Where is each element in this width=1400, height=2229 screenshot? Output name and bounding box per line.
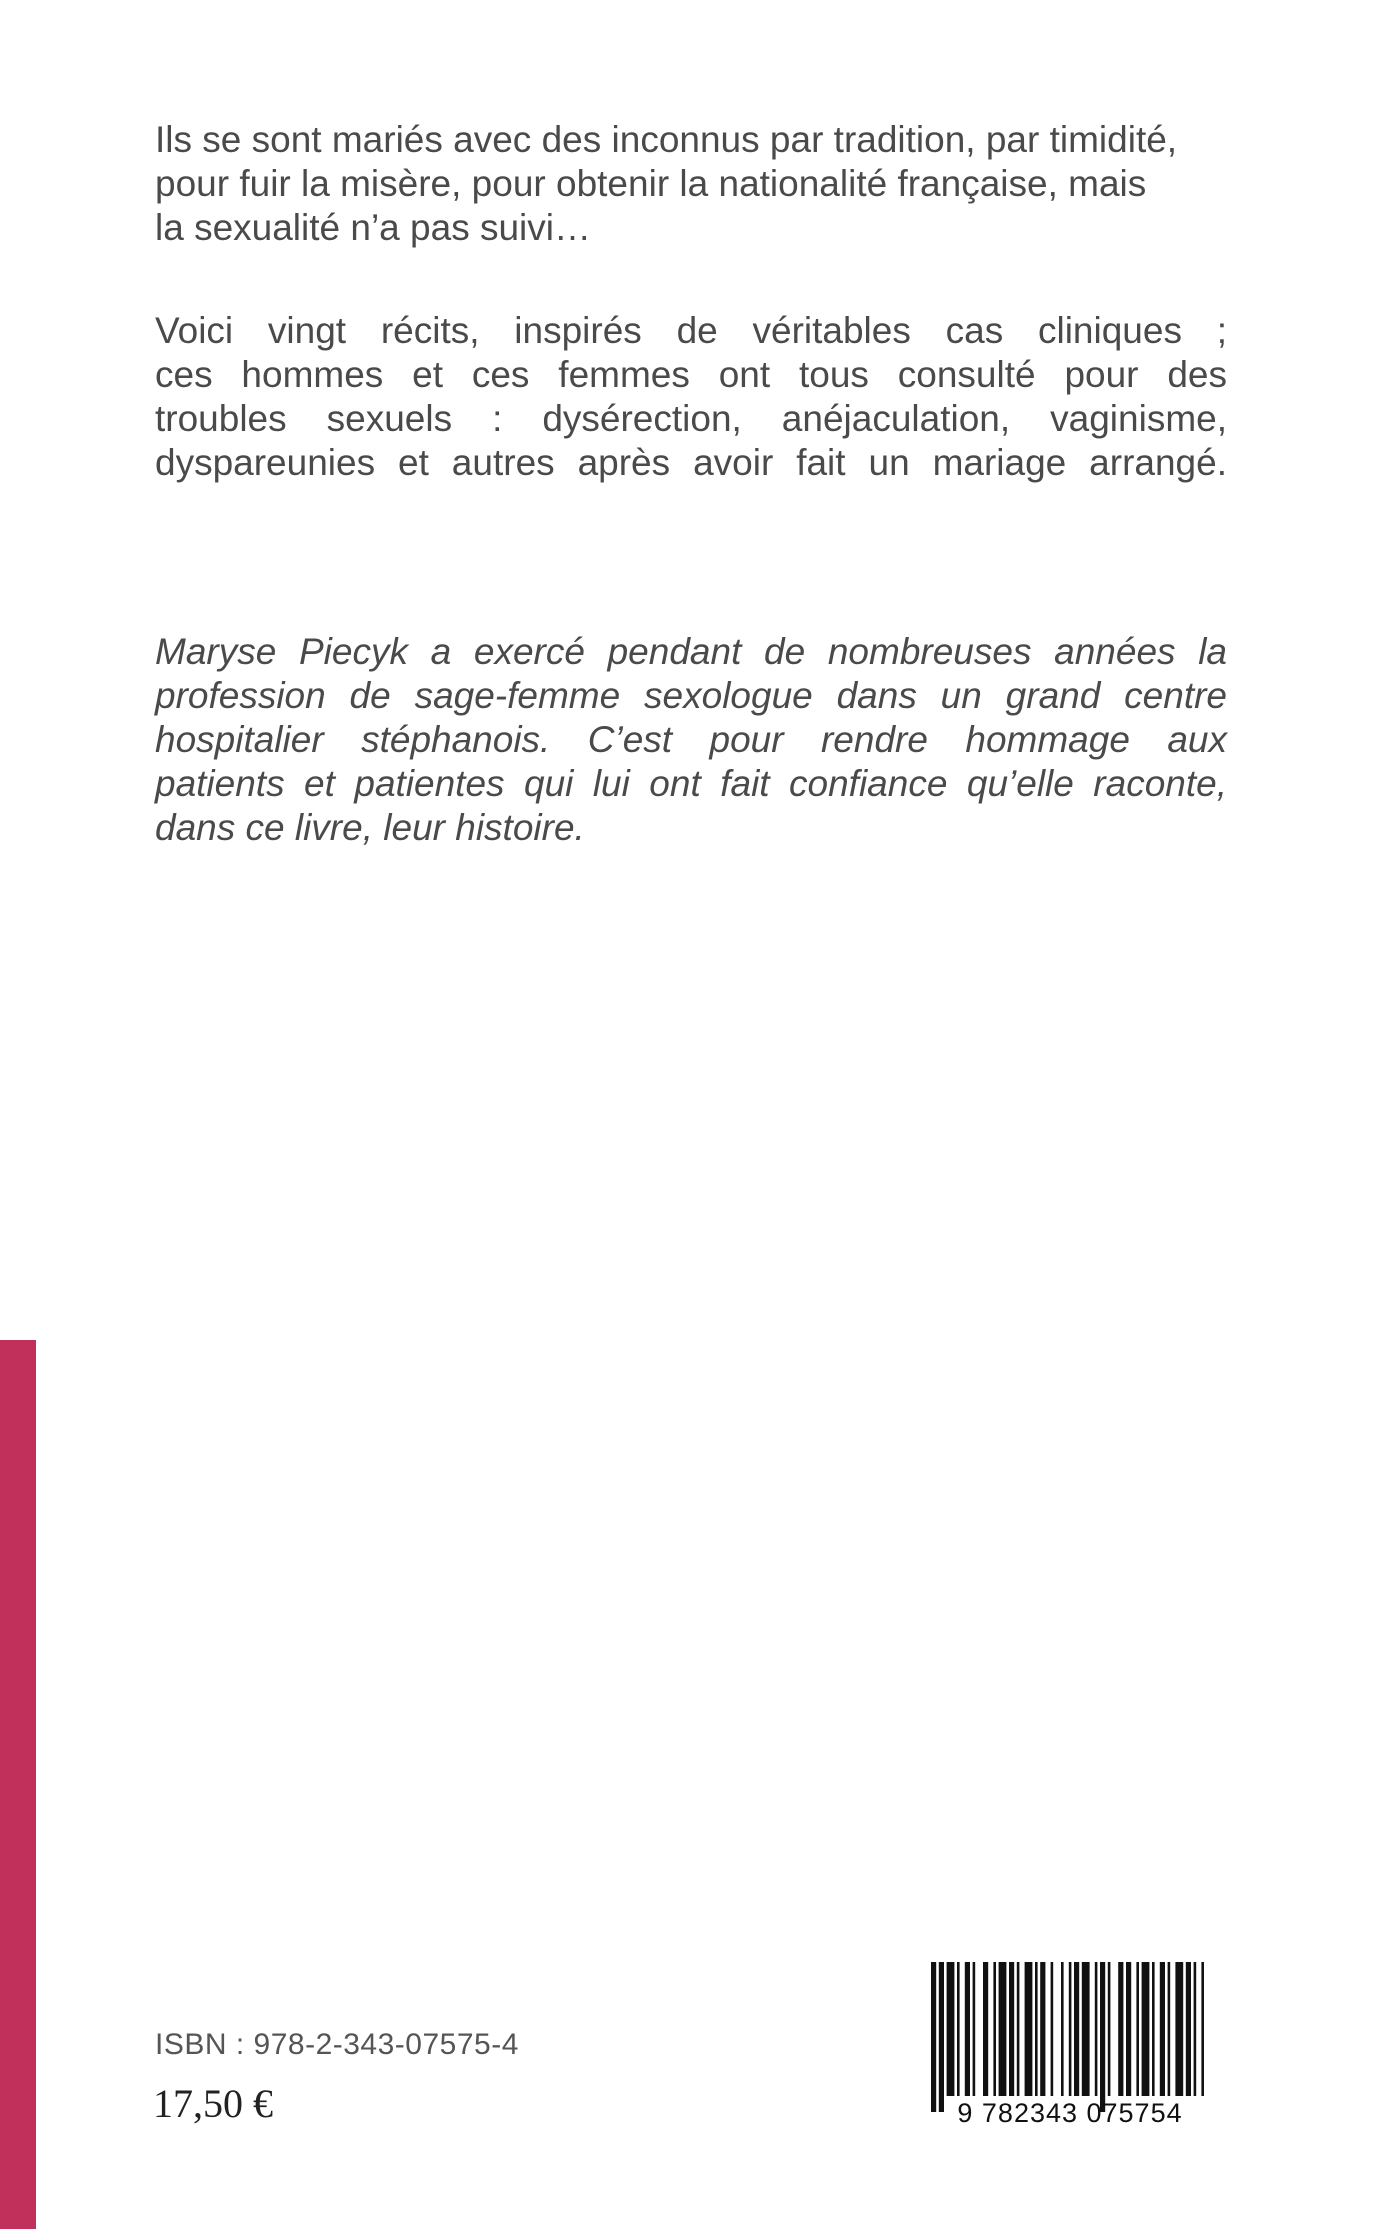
blurb-line: pour fuir la misère, pour obtenir la nationalité française, mais [155,163,1147,204]
barcode-bar [1082,1962,1090,2096]
author-name: Maryse Piecyk [155,631,408,672]
barcode-bar [1051,1962,1054,2096]
barcode-bar [1194,1962,1197,2096]
barcode-bar [1160,1962,1165,2096]
barcode-bar [1186,1962,1191,2096]
barcode-bar [1152,1962,1155,2096]
barcode-bar [1118,1962,1123,2096]
barcode-bar [939,1962,944,2112]
author-bio-line [155,630,1227,674]
barcode-bar [957,1962,960,2096]
blurb-paragraph-2 [155,309,1227,485]
barcode-bar [1061,1962,1064,2096]
author-bio-line: patients et patientes qui lui ont fait confiance qu’elle raconte, [155,763,1227,804]
blurb-line: Ils se sont mariés avec des inconnus par tradition, par timidité, [155,119,1178,160]
author-bio-text: a exercé pendant de nombreuses années la [407,631,1227,672]
barcode-bar [1035,1962,1038,2096]
barcode-bar [947,1962,955,2096]
barcode-bar [993,1962,996,2096]
barcode-bar [1126,1962,1131,2096]
author-bio [155,630,1227,850]
author-bio-line: dans ce livre, leur histoire. [155,807,585,848]
barcode-bar [1017,1962,1020,2096]
barcode-bar [1074,1962,1079,2096]
barcode-bar [1168,1962,1171,2096]
blurb-line: Voici vingt récits, inspirés de véritables cas cliniques ; [155,310,1227,351]
blurb-paragraph-1 [155,118,1227,250]
barcode-bar [1069,1962,1072,2096]
barcode-bar [1040,1962,1045,2096]
author-bio-line: profession de sage-femme sexologue dans un grand centre [155,675,1227,716]
barcode-bar [1095,1962,1098,2096]
author-bio-line: hospitalier stéphanois. C’est pour rendre hommage aux [155,719,1227,760]
barcode-bar [1175,1962,1183,2096]
barcode-bar [999,1962,1007,2096]
barcode-bar [965,1962,970,2096]
blurb-line: troubles sexuels : dysérection, anéjaculation, vaginisme, [155,398,1227,439]
barcode-bar [1108,1962,1111,2096]
blurb-line: dyspareunies et autres après avoir fait un mariage arrangé. [155,442,1227,483]
barcode-bar [931,1962,936,2112]
barcode-bar [973,1962,976,2096]
barcode-bar [1136,1962,1139,2096]
accent-bar [0,1340,36,2229]
barcode-bar [1201,1962,1204,2096]
barcode-bar [1009,1962,1014,2096]
barcode-digits: 9 782343 075754 [957,2098,1183,2128]
blurb-line: ces hommes et ces femmes ont tous consulté pour des [155,354,1227,395]
barcode-bar [1025,1962,1033,2096]
price-label: 17,50 € [153,2081,273,2126]
barcode-bar [1100,1962,1105,2112]
isbn-label: ISBN : 978-2-343-07575-4 [155,2028,519,2061]
blurb-line: la sexualité n’a pas suivi… [155,207,591,248]
barcode-bar [983,1962,988,2096]
barcode-bar [1142,1962,1150,2096]
